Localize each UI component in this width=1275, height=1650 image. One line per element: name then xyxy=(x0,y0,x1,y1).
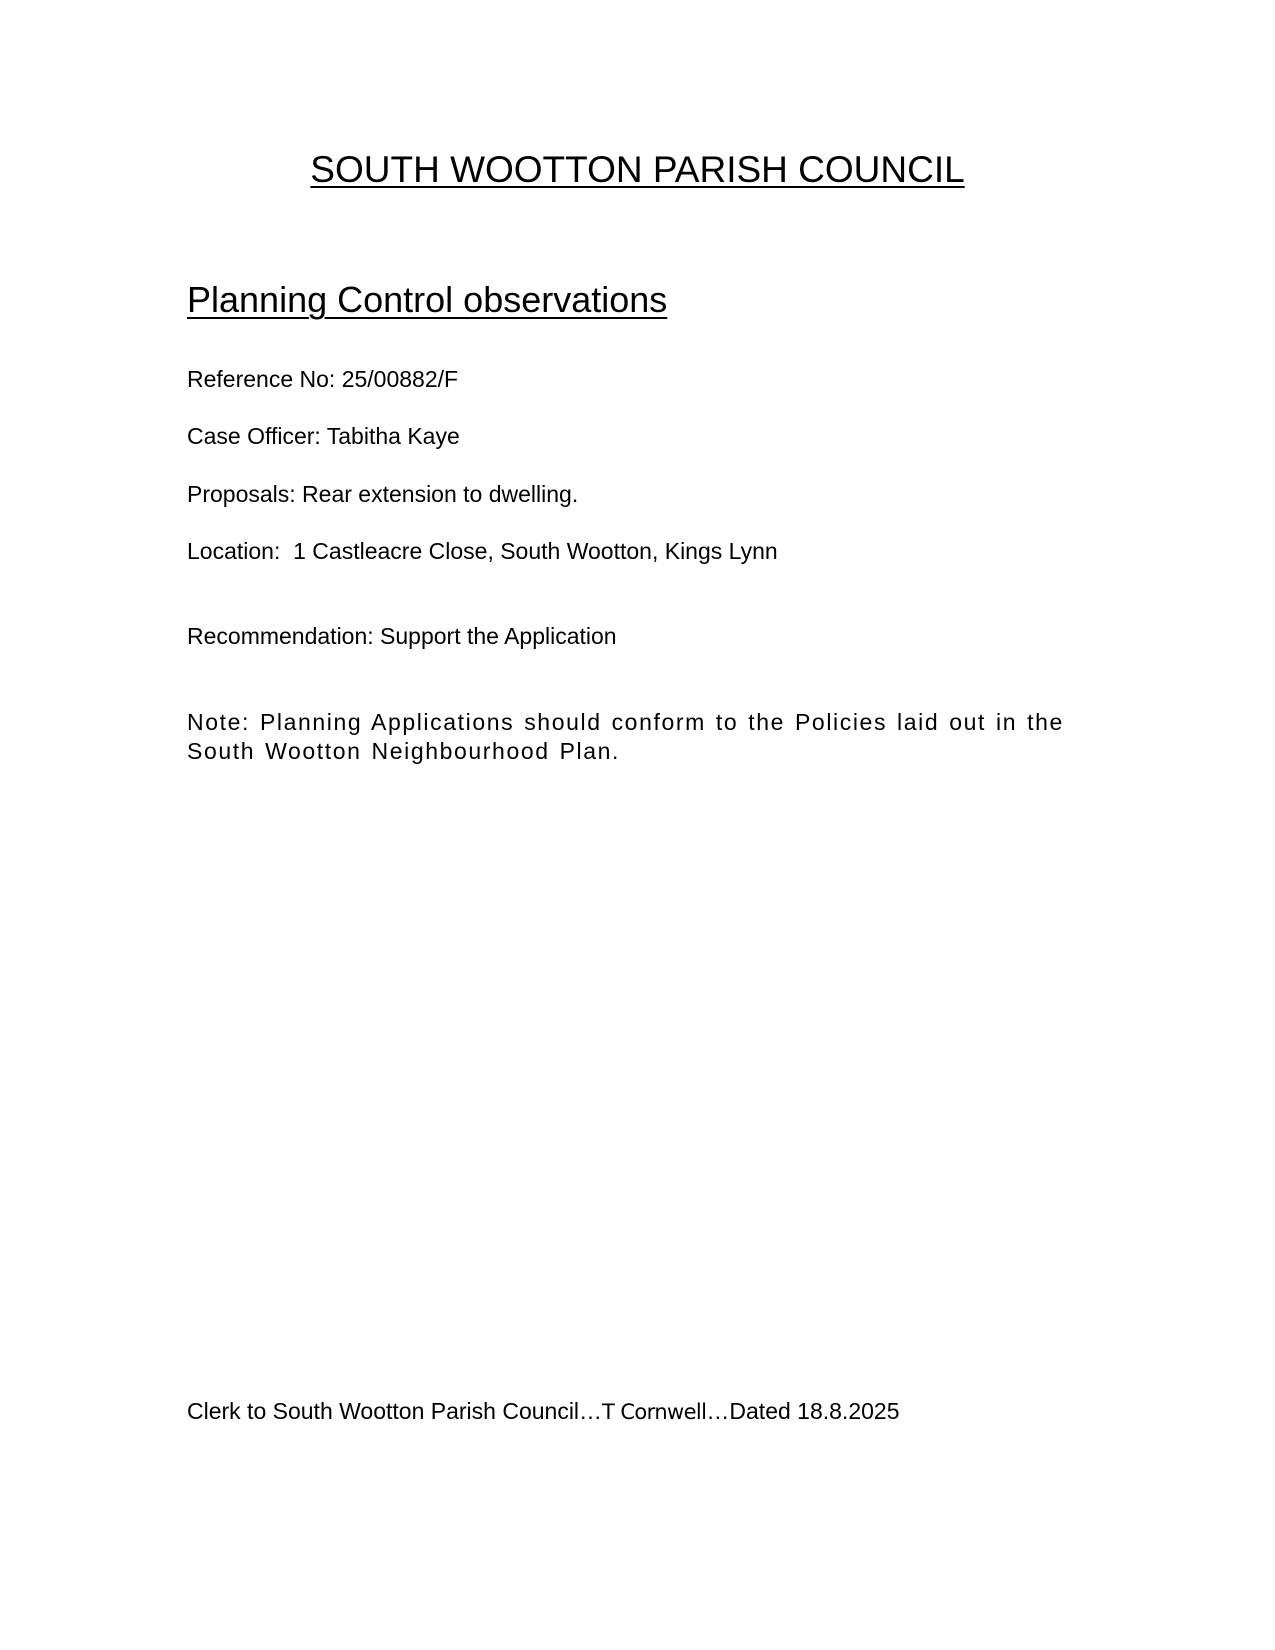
section-heading: Planning Control observations xyxy=(187,279,668,320)
council-title: SOUTH WOOTTON PARISH COUNCIL xyxy=(310,149,965,190)
case-officer: Case Officer: Tabitha Kaye xyxy=(187,423,460,449)
location: Location: 1 Castleacre Close, South Wootton, Kings Lynn xyxy=(187,538,778,564)
reference-number: Reference No: 25/00882/F xyxy=(187,366,459,392)
dated-label: …Dated 18.8.2025 xyxy=(706,1398,900,1424)
proposals: Proposals: Rear extension to dwelling. xyxy=(187,481,579,507)
recommendation: Recommendation: Support the Application xyxy=(187,623,617,649)
clerk-label: Clerk to South Wootton Parish Council… xyxy=(187,1398,603,1424)
signature-line xyxy=(187,1396,900,1427)
clerk-signature: T Cornwell xyxy=(602,1400,707,1424)
policy-note: Note: Planning Applications should conform to the Policies laid out in the South Wootton Neighbourhood Plan. xyxy=(187,709,1064,764)
